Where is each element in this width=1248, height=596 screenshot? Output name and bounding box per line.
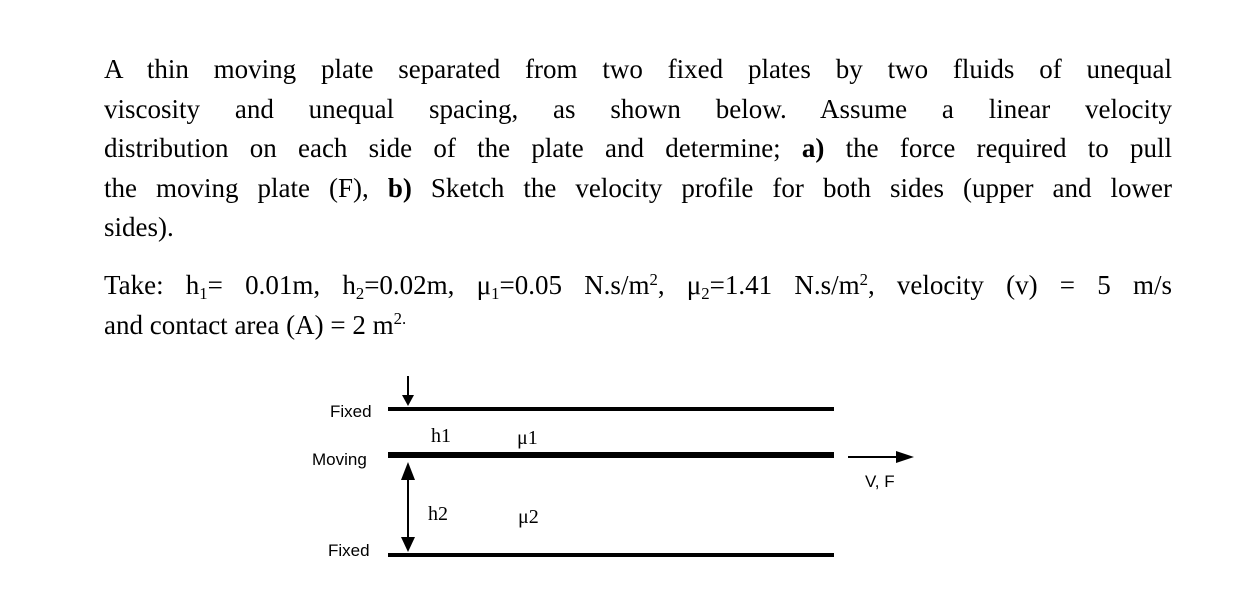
mu2-label: μ2 (518, 506, 539, 528)
problem-line: viscosity and unequal spacing, as shown below. Assume a linear velocity (104, 93, 1172, 124)
h2-label: h2 (428, 503, 448, 525)
given-text: , μ (657, 270, 702, 300)
subscript: 1 (199, 284, 208, 304)
problem-text: the force required to pull (845, 133, 1172, 163)
given-text: , velocity (v) = 5 m/s (867, 270, 1172, 300)
problem-text: distribution on each side of the plate and determine; (104, 133, 781, 163)
given-text: and contact area (A) = 2 m (104, 309, 394, 340)
superscript: 2 (859, 269, 868, 289)
given-text: Take: h (104, 270, 200, 300)
h1-label: h1 (431, 425, 451, 447)
problem-text: Sketch the velocity profile for both sides (upper and lower (430, 172, 1172, 203)
moving-label: Moving (312, 450, 367, 469)
velocity-force-label: V, F (865, 472, 895, 491)
given-line (104, 306, 1172, 346)
given-values (104, 266, 1172, 345)
problem-line (104, 169, 1172, 209)
fixed-top-label: Fixed (330, 402, 372, 421)
fixed-bottom-label: Fixed (328, 541, 370, 560)
subscript: 1 (491, 284, 500, 304)
subscript: 2 (701, 284, 710, 304)
given-line (104, 266, 1172, 306)
h2-dimension-arrow-icon (401, 462, 415, 552)
given-text: = 0.01m, h (207, 270, 356, 300)
part-b-label: b) (387, 172, 412, 203)
problem-text: the moving plate (F), (104, 172, 369, 203)
problem-line (104, 129, 1172, 169)
part-a-label: a) (801, 133, 825, 163)
problem-statement (104, 50, 1172, 248)
given-text: =1.41 N.s/m (709, 270, 860, 300)
given-text: =0.05 N.s/m (499, 270, 650, 300)
problem-line: sides). (104, 212, 174, 242)
arrow-right-icon (848, 451, 914, 463)
problem-line: A thin moving plate separated from two fixed plates by two fluids of unequal (104, 54, 1172, 84)
superscript: 2 (649, 269, 658, 289)
given-text: =0.02m, μ (364, 270, 492, 300)
arrow-down-icon (402, 376, 414, 406)
superscript: 2. (393, 309, 407, 329)
subscript: 2 (355, 284, 365, 304)
mu1-label: μ1 (517, 427, 538, 449)
plate-diagram (300, 366, 940, 576)
